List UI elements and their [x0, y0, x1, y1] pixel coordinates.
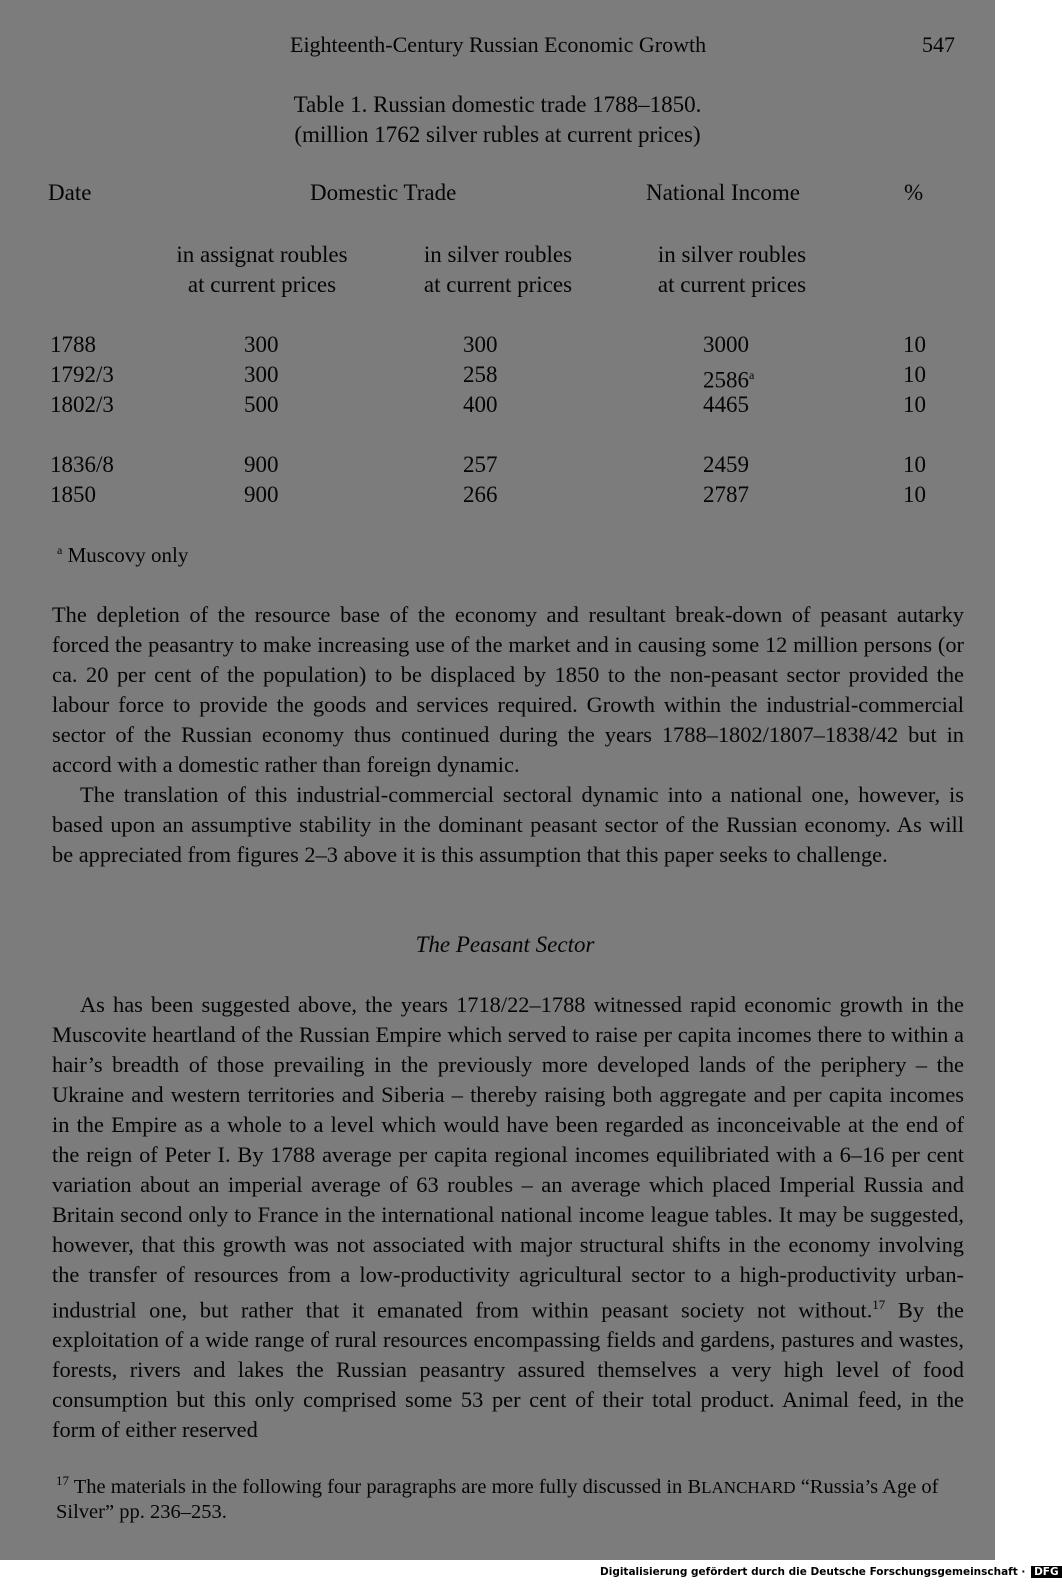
cell-silver: 400: [463, 392, 498, 417]
table-row: [0, 360, 995, 393]
column-header-domestic-trade: Domestic Trade: [310, 180, 457, 205]
cell-assignat: 300: [244, 362, 279, 387]
page-footnote-text: The materials in the following four paragraphs are more fully discussed in: [69, 1475, 688, 1498]
cell-date: 1792/3: [50, 362, 114, 387]
subheader-silver-line2: at current prices: [423, 272, 573, 297]
cell-percent: 10: [903, 332, 926, 357]
footnote-reference: 17: [872, 1297, 886, 1312]
paragraph: The translation of this industrial-commercial sectoral dynamic into a national one, however, is based upon an assumptive stability in the dominant peasant sector of the Russian economy. As will be appreciated from figures 2–3 above it is this assumption that this paper seeks to challenge.: [52, 782, 964, 867]
cell-national-value: 4465: [703, 392, 749, 417]
paragraph-text-continued: By the exploitation of a wide range of rural resources encompassing fields and gardens, pastures and wastes, forests, rivers and lakes the Russian peasantry assured themselves a very high level of food consumption but this only comprised some 53 per cent of their total product. Animal feed, in the form of either reserved: [52, 1297, 964, 1443]
paragraph: [52, 990, 964, 1445]
table-footnote-text: Muscovy only: [67, 543, 189, 567]
cell-assignat: 300: [244, 332, 279, 357]
cell-percent: 10: [903, 392, 926, 417]
table-row: [0, 390, 995, 420]
cell-national-value: 2459: [703, 452, 749, 477]
body-text-lower: [52, 990, 964, 1445]
running-header-title: Eighteenth-Century Russian Economic Growth: [290, 32, 707, 57]
subheader-national-line2: at current prices: [657, 272, 807, 297]
cell-silver: 266: [463, 482, 498, 507]
table-row: [0, 330, 995, 360]
table-footnote-marker: a: [57, 543, 63, 557]
table-row: [0, 450, 995, 480]
page-number: 547: [922, 32, 955, 57]
subheader-silver-line1: in silver roubles: [423, 242, 573, 267]
cell-national-income: [703, 450, 749, 480]
cell-assignat: 500: [244, 392, 279, 417]
paragraph: The depletion of the resource base of the economy and resultant break-down of peasant autarky forced the peasantry to make increasing use of the market and in causing some 12 million persons (or ca. 20 per cent of the population) to be displaced by 1850 to the non-peasant sector provided the labour force to provide the goods and services required. Growth within the industrial-commercial sector of the Russian economy thus continued during the years 1788–1802/1807–1838/42 but in accord with a domestic rather than foreign dynamic.: [52, 602, 964, 777]
subheader-silver: [392, 240, 604, 300]
cell-percent: 10: [903, 362, 926, 387]
cell-percent: 10: [903, 482, 926, 507]
column-header-percent: %: [904, 180, 924, 205]
body-text-upper: [52, 600, 964, 870]
page-footnote-author: LANCHARD: [701, 1477, 796, 1497]
cell-national-value: 2787: [703, 482, 749, 507]
cell-silver: 258: [463, 362, 498, 387]
subheader-assignat: [152, 240, 372, 300]
cell-national-income: [703, 480, 749, 510]
footnote-marker: a: [749, 368, 755, 382]
table-footnote: [57, 543, 188, 568]
table-row: [0, 480, 995, 510]
page-footnote-author-initial: B: [687, 1475, 702, 1498]
cell-percent: 10: [903, 452, 926, 477]
cell-silver: 300: [463, 332, 498, 357]
cell-assignat: 900: [244, 452, 279, 477]
digitization-credit: [600, 1566, 1059, 1584]
table-caption-line1: Table 1. Russian domestic trade 1788–1850.: [293, 92, 702, 117]
cell-date: 1802/3: [50, 392, 114, 417]
cell-date: 1836/8: [50, 452, 114, 477]
page-footnote-text-end: “Russia’s Age of Silver” pp. 236–253.: [56, 1475, 939, 1523]
subheader-assignat-line1: in assignat roubles: [176, 242, 348, 267]
cell-silver: 257: [463, 452, 498, 477]
column-header-date: Date: [48, 180, 92, 205]
subheader-assignat-line2: at current prices: [187, 272, 337, 297]
credit-text: Digitalisierung gefördert durch die Deutsche Forschungsgemeinschaft ·: [600, 1566, 1026, 1578]
page-footnote: [56, 1468, 966, 1525]
column-header-national-income: National Income: [646, 180, 800, 205]
page-footnote-marker: 17: [56, 1473, 69, 1488]
cell-national-income: [703, 330, 749, 360]
subheader-national: [622, 240, 842, 300]
dfg-logo: DFG: [1031, 1566, 1062, 1578]
section-heading: The Peasant Sector: [415, 932, 595, 957]
paragraph-text: As has been suggested above, the years 1718/22–1788 witnessed rapid economic growth in the Muscovite heartland of the Russian Empire which served to raise per capita incomes there to within a hair’s breadth of those prevailing in the previously more developed lands of the periphery – the Ukraine and western territories and Siberia – thereby raising both aggregate and per capita incomes in the Empire as a whole to a level which would have been regarded as inconceivable at the end of the reign of Peter I. By 1788 average per capita regional incomes equilibriated with a 6–16 per cent variation about an imperial average of 63 roubles – an average which placed Imperial Russia and Britain second only to France in the international national income league tables. It may be suggested, however, that this growth was not associated with major structural shifts in the economy involving the transfer of resources from a low-productivity agricultural sector to a high-productivity urban-industrial one, but rather that it emanated from within peasant society not without.: [52, 992, 964, 1323]
cell-national-income: [703, 390, 749, 420]
cell-date: 1850: [50, 482, 96, 507]
table-caption-line2: (million 1762 silver rubles at current prices): [294, 122, 701, 147]
subheader-national-line1: in silver roubles: [657, 242, 807, 267]
cell-national-value: 3000: [703, 332, 749, 357]
cell-national-value: 2586: [703, 367, 749, 393]
cell-assignat: 900: [244, 482, 279, 507]
cell-date: 1788: [50, 332, 96, 357]
